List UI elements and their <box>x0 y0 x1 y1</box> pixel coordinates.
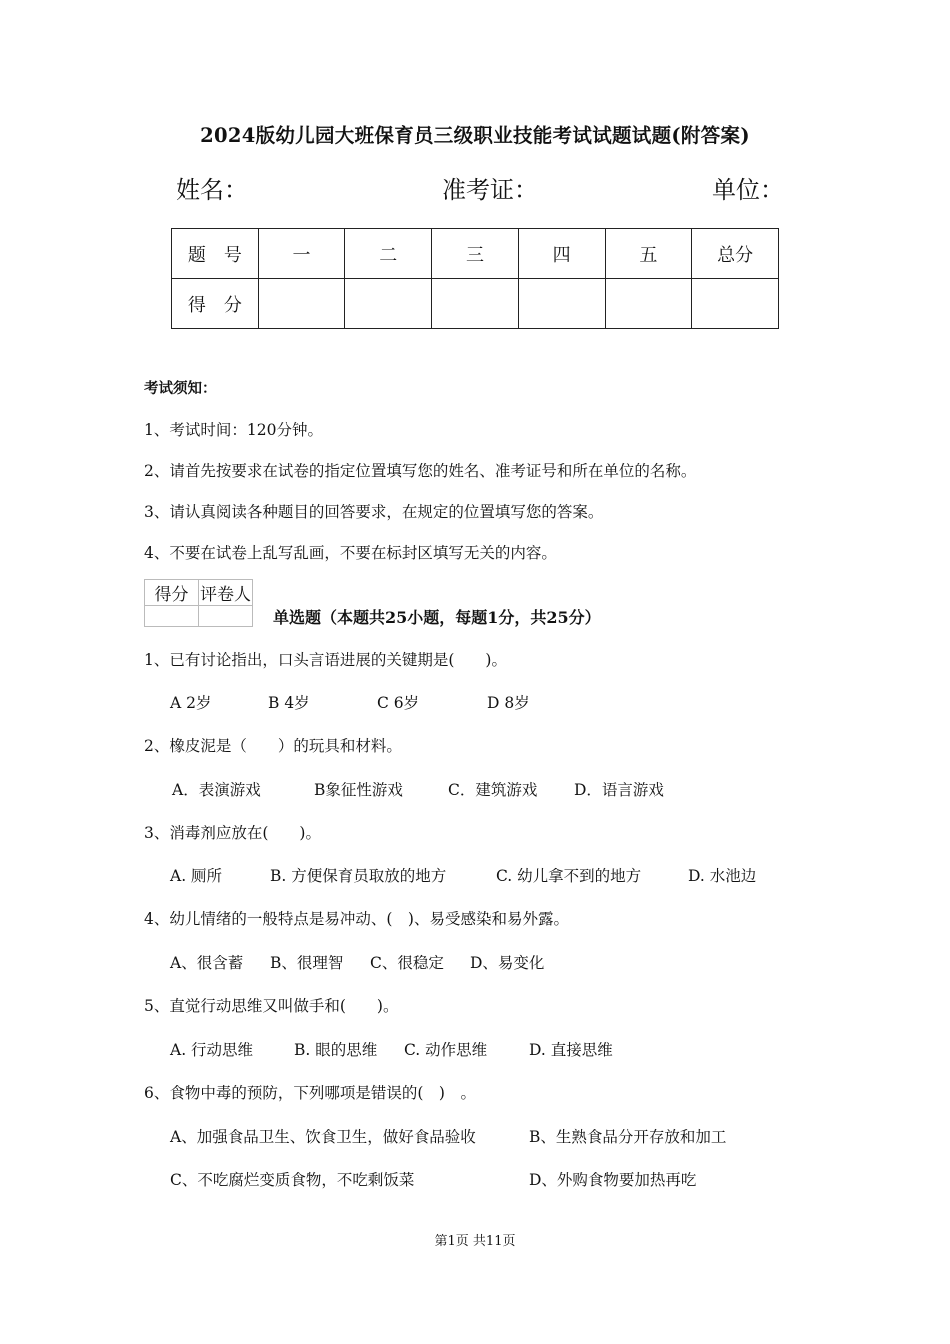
notice-heading: 考试须知： <box>144 380 217 397</box>
option: C．建筑游戏 <box>448 781 538 799</box>
score-table-score-row <box>172 279 779 329</box>
option: D. 水池边 <box>688 867 757 885</box>
score-cell[interactable] <box>258 279 345 329</box>
option: B. 眼的思维 <box>294 1041 378 1059</box>
score-header-3: 三 <box>432 229 519 279</box>
score-header-5: 五 <box>605 229 692 279</box>
question-text: 2、橡皮泥是（ ）的玩具和材料。 <box>144 737 402 755</box>
option: D. 直接思维 <box>529 1041 613 1059</box>
name-label: 姓名： <box>176 176 248 204</box>
question-text: 3、消毒剂应放在( )。 <box>144 824 321 842</box>
option: C. 幼儿拿不到的地方 <box>496 867 642 885</box>
score-cell[interactable] <box>518 279 605 329</box>
score-table-header-row <box>172 229 779 279</box>
option: A 2岁 <box>170 694 212 712</box>
option: A．表演游戏 <box>172 781 261 799</box>
option: B. 方便保育员取放的地方 <box>270 867 447 885</box>
grader-score-label: 得分 <box>145 580 199 606</box>
score-cell[interactable] <box>692 279 779 329</box>
question-text: 6、食物中毒的预防，下列哪项是错误的( ) 。 <box>144 1084 476 1102</box>
option: A. 厕所 <box>170 867 223 885</box>
option: C. 动作思维 <box>404 1041 488 1059</box>
option: B、生熟食品分开存放和加工 <box>529 1128 727 1146</box>
document-title: 2024版幼儿园大班保育员三级职业技能考试试题试题(附答案) <box>200 124 750 147</box>
option: B、很理智 <box>270 954 344 972</box>
option: C、不吃腐烂变质食物，不吃剩饭菜 <box>170 1171 415 1189</box>
option: D、外购食物要加热再吃 <box>529 1171 697 1189</box>
page-footer: 第1页 共11页 <box>434 1234 516 1249</box>
score-cell[interactable] <box>605 279 692 329</box>
section-title: 单选题（本题共25小题，每题1分，共25分） <box>273 608 601 627</box>
option: A. 行动思维 <box>170 1041 254 1059</box>
option: A、加强食品卫生、饮食卫生，做好食品验收 <box>170 1128 476 1146</box>
notice-item: 4、不要在试卷上乱写乱画，不要在标封区填写无关的内容。 <box>144 544 557 562</box>
option: D 8岁 <box>487 694 530 712</box>
option: B 4岁 <box>268 694 310 712</box>
question-text: 5、直觉行动思维又叫做手和( )。 <box>144 997 399 1015</box>
option: B象征性游戏 <box>314 781 403 799</box>
score-cell[interactable] <box>345 279 432 329</box>
notice-item: 3、请认真阅读各种题目的回答要求，在规定的位置填写您的答案。 <box>144 503 604 521</box>
option: D、易变化 <box>470 954 545 972</box>
unit-label: 单位： <box>712 176 784 204</box>
score-cell[interactable] <box>432 279 519 329</box>
grader-reviewer-label: 评卷人 <box>199 580 253 606</box>
question-text: 1、已有讨论指出，口头言语进展的关键期是( )。 <box>144 651 507 669</box>
score-header-1: 一 <box>258 229 345 279</box>
notice-item: 1、考试时间：120分钟。 <box>144 421 323 439</box>
option: D．语言游戏 <box>574 781 664 799</box>
grader-score-cell[interactable] <box>145 606 199 627</box>
score-table <box>171 228 779 329</box>
exam-id-label: 准考证： <box>442 176 538 204</box>
score-header-label: 题 号 <box>172 229 259 279</box>
score-header-4: 四 <box>518 229 605 279</box>
grader-reviewer-cell[interactable] <box>199 606 253 627</box>
option: C、很稳定 <box>370 954 444 972</box>
score-row-label: 得 分 <box>172 279 259 329</box>
notice-item: 2、请首先按要求在试卷的指定位置填写您的姓名、准考证号和所在单位的名称。 <box>144 462 697 480</box>
question-text: 4、幼儿情绪的一般特点是易冲动、( )、易受感染和易外露。 <box>144 910 569 928</box>
option: A、很含蓄 <box>170 954 244 972</box>
option: C 6岁 <box>377 694 420 712</box>
grader-box <box>144 579 253 627</box>
score-header-total: 总分 <box>692 229 779 279</box>
score-header-2: 二 <box>345 229 432 279</box>
